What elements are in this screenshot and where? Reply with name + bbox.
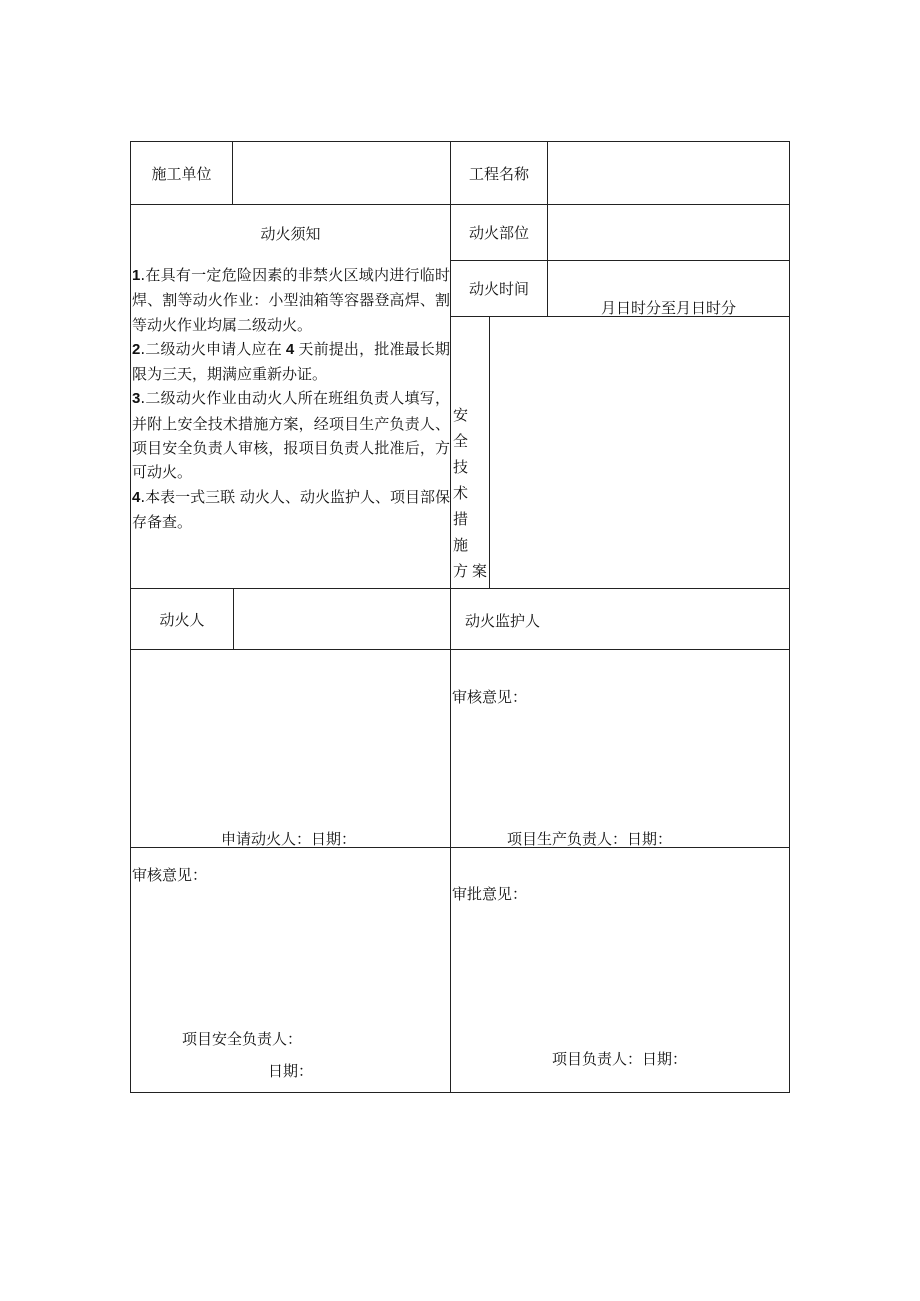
row-divider bbox=[131, 649, 789, 650]
notice-list bbox=[132, 263, 450, 534]
fire-time-label: 动火时间 bbox=[468, 280, 529, 298]
project-name-field[interactable] bbox=[548, 142, 789, 204]
safety-measures-label: 安 全 技 术 措 施 方案 bbox=[453, 406, 487, 580]
review-opinion-label: 审核意见： bbox=[452, 688, 528, 706]
project-manager-sign[interactable]: 项目负责人：日期： bbox=[552, 1050, 688, 1068]
construction-unit-label: 施工单位 bbox=[151, 164, 212, 183]
safety-manager-date[interactable]: 日期： bbox=[268, 1062, 314, 1080]
fire-time-value[interactable]: 月日时分至月日时分 bbox=[601, 299, 737, 317]
notice-title: 动火须知 bbox=[260, 224, 321, 243]
fire-person-field[interactable] bbox=[234, 589, 450, 649]
notice-item: 4.本表一式三联 动火人、动火监护人、项目部保存备查。 bbox=[132, 487, 450, 531]
notice-item: 1.在具有一定危险因素的非禁火区域内进行临时焊、割等动火作业：小型油箱等容器登高焊、割等动火作业均属二级动火。 bbox=[132, 266, 450, 334]
fire-guardian-label: 动火监护人 bbox=[465, 612, 541, 630]
fire-person-label: 动火人 bbox=[159, 610, 205, 629]
safety-manager-sign[interactable]: 项目安全负责人： bbox=[182, 1030, 303, 1048]
fire-location-label: 动火部位 bbox=[468, 224, 529, 242]
approval-opinion-label: 审批意见： bbox=[452, 885, 528, 903]
safety-measures-field[interactable] bbox=[490, 317, 789, 588]
review-opinion-label: 审核意见： bbox=[132, 866, 208, 884]
notice-item: 3.二级动火作业由动火人所在班组负责人填写，并附上安全技术措施方案，经项目生产负责人、项目安全负责人审核，报项目负责人批准后，方可动火。 bbox=[132, 389, 450, 482]
hot-work-permit-form bbox=[130, 141, 790, 1093]
construction-unit-field[interactable] bbox=[233, 142, 450, 204]
project-name-label: 工程名称 bbox=[468, 164, 529, 183]
fire-location-field[interactable] bbox=[548, 205, 789, 260]
applicant-sign[interactable]: 申请动火人：日期： bbox=[221, 830, 357, 848]
notice-item: 2.二级动火申请人应在 4 天前提出，批准最长期限为三天，期满应重新办证。 bbox=[132, 339, 450, 384]
production-manager-sign[interactable]: 项目生产负责人：日期： bbox=[507, 830, 673, 848]
